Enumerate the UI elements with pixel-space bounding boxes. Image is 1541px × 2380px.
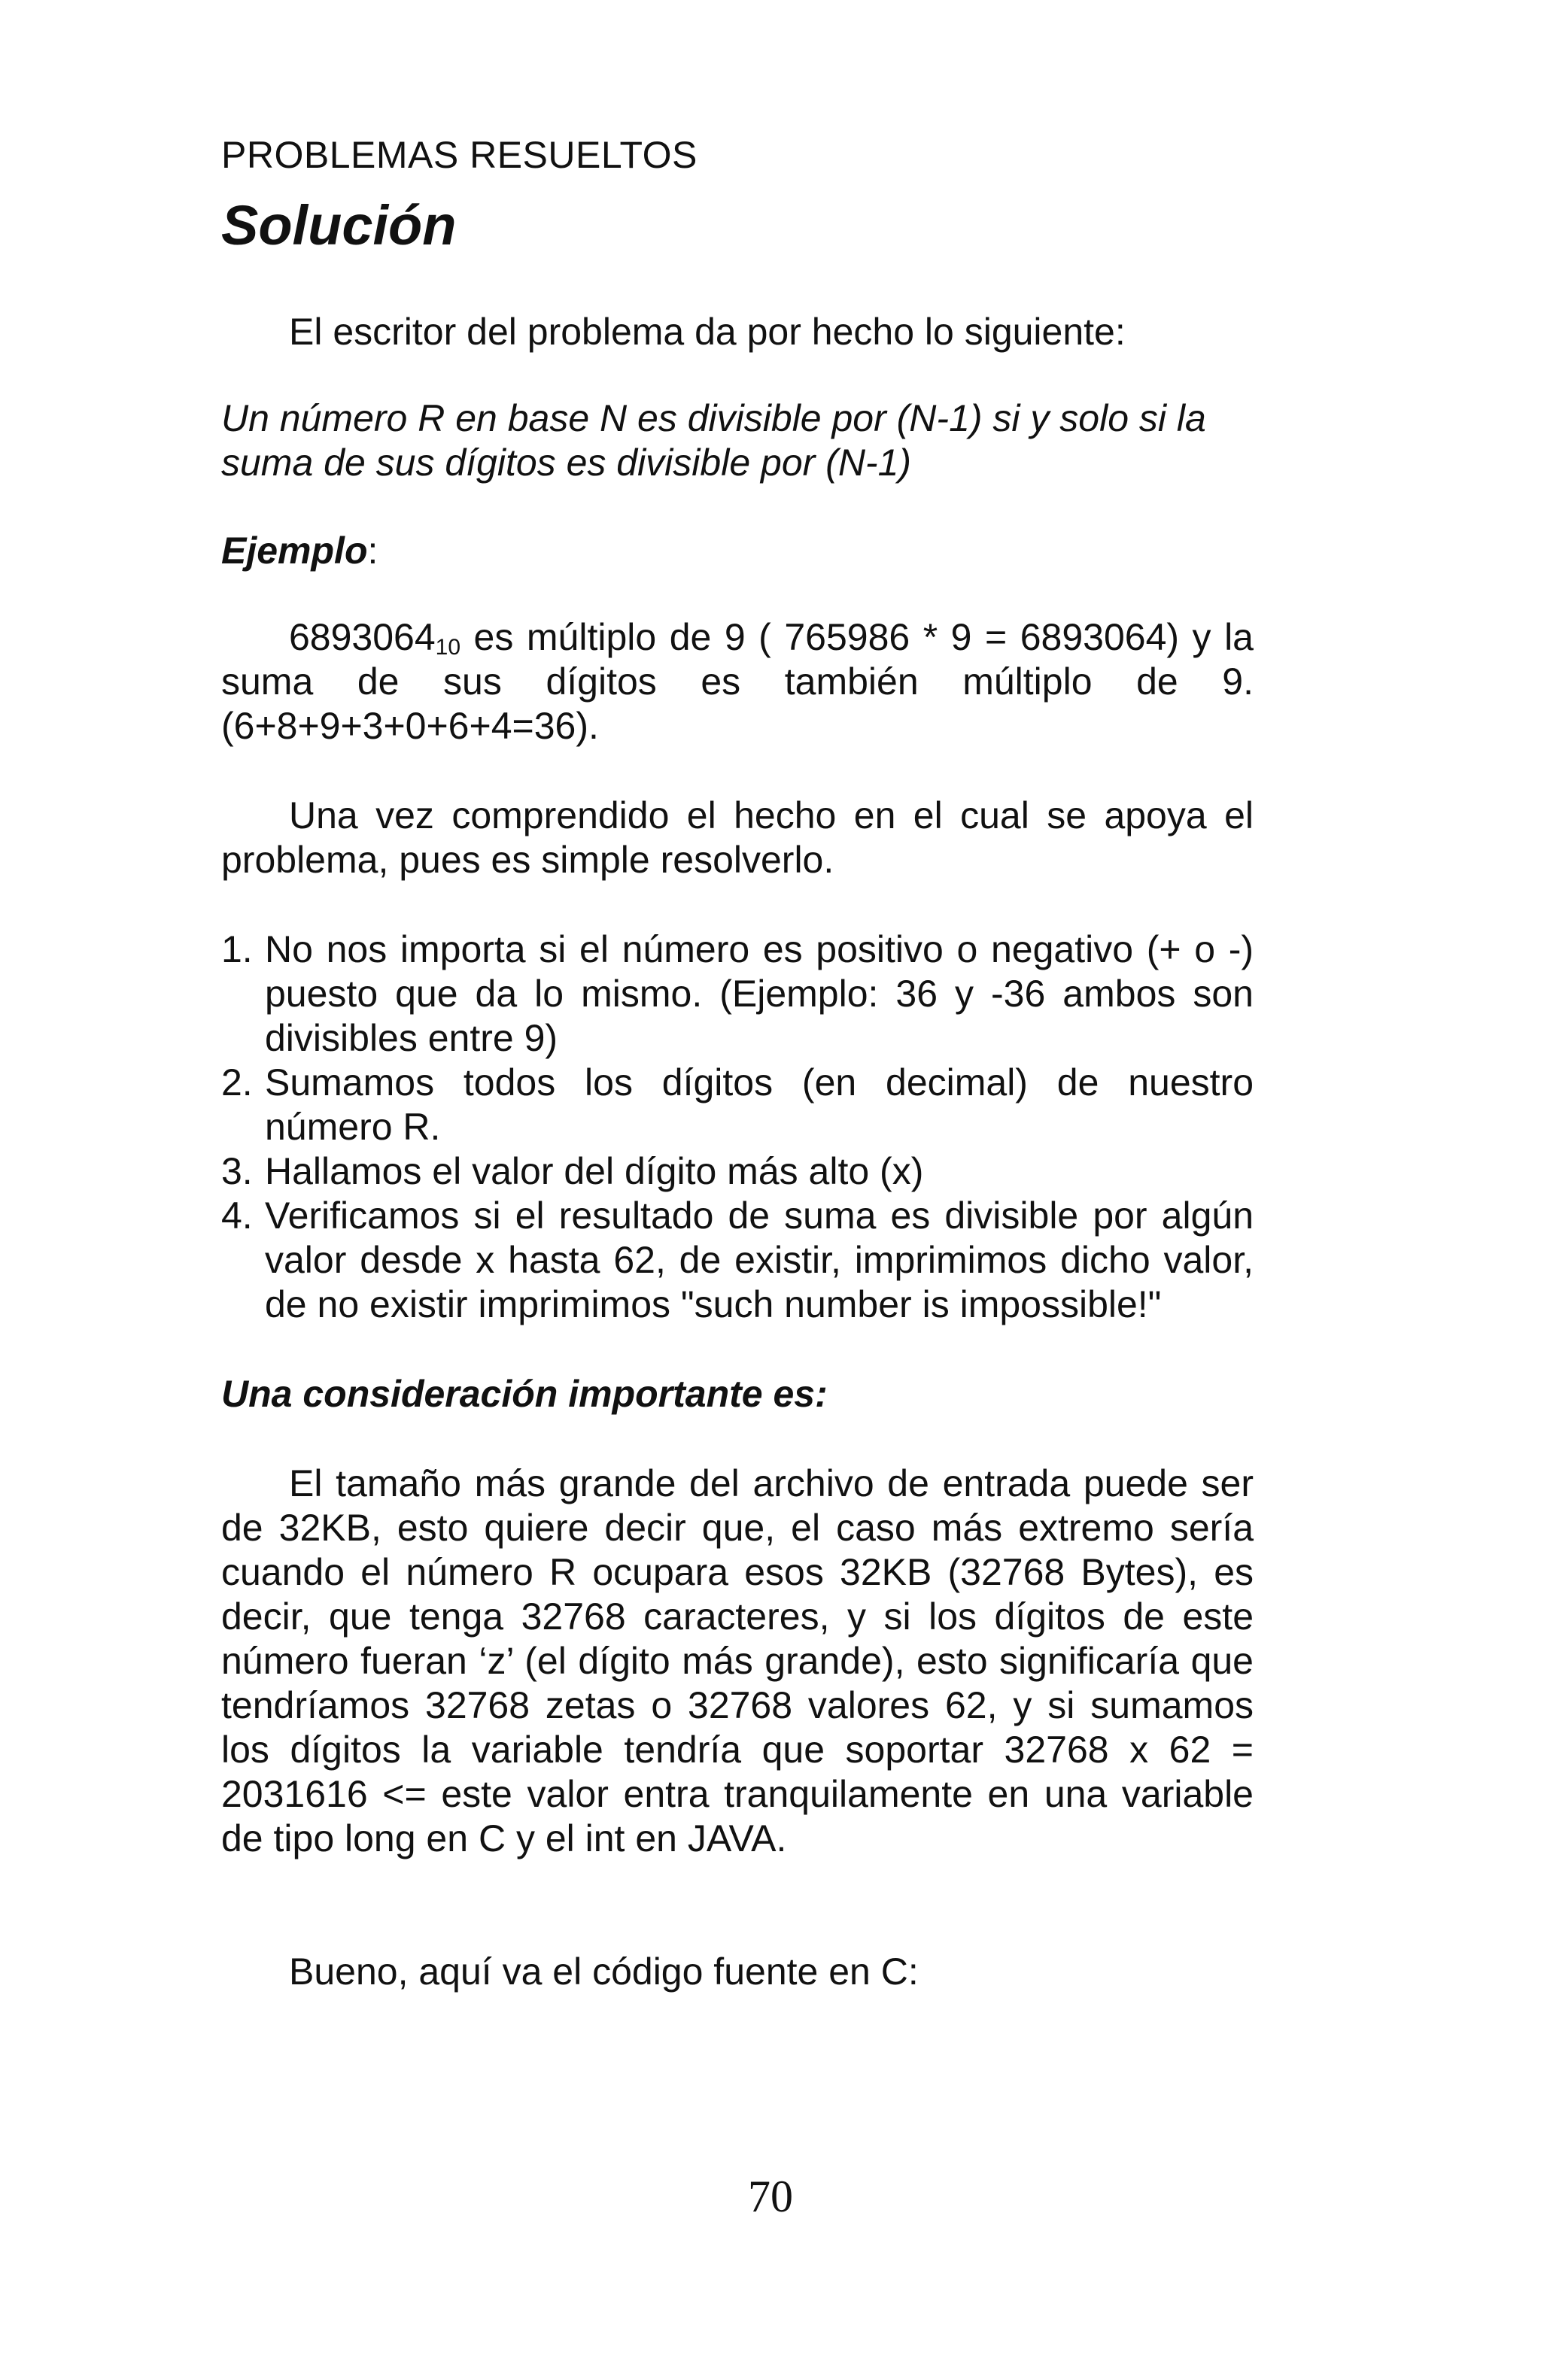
step-number: 3. <box>221 1150 253 1192</box>
example-paragraph <box>221 615 1254 748</box>
example-label <box>221 529 1254 573</box>
example-label-colon: : <box>367 530 378 572</box>
closing-paragraph: Bueno, aquí va el código fuente en C: <box>289 1950 919 1993</box>
example-number: 6893064 <box>289 616 436 658</box>
step-number: 4. <box>221 1195 253 1237</box>
section-title: Solución <box>221 194 457 257</box>
page-number: 70 <box>748 2172 793 2221</box>
step-number: 1. <box>221 928 253 970</box>
list-item <box>221 1061 1254 1149</box>
running-head: PROBLEMAS RESUELTOS <box>221 134 698 176</box>
example-label-text: Ejemplo <box>221 530 368 572</box>
consideration-title: Una consideración importante es: <box>221 1373 828 1415</box>
list-item <box>221 927 1254 1061</box>
after-example-paragraph: Una vez comprendido el hecho en el cual se apoya el problema, pues es simple resolverlo. <box>221 794 1254 881</box>
step-text: Verificamos si el resultado de suma es divisible por algún valor desde x hasta 62, de existir, imprimimos dicho valor, de no existir imprimimos "such number is impossible!" <box>265 1195 1254 1325</box>
page-content <box>221 132 1254 1994</box>
example-base: 10 <box>435 635 461 660</box>
consideration-paragraph: El tamaño más grande del archivo de entrada puede ser de 32KB, esto quiere decir que, el caso más extremo sería cuando el número R ocupara esos 32KB (32768 Bytes), es decir, que tenga 32768 caracteres, y si los dígitos de este número fueran ‘z’ (el dígito más grande), esto significaría que tendríamos 32768 zetas o 32768 valores 62, y si sumamos los dígitos la variable tendría que soportar 32768 x 62 = 2031616 <= este valor entra tranquilamente en una variable de tipo long en C y el int en JAVA. <box>221 1462 1254 1859</box>
rule-statement: Un número R en base N es divisible por (N-1) si y solo si la suma de sus dígitos es divisible por (N-1) <box>221 397 1206 484</box>
step-text: Sumamos todos los dígitos (en decimal) de nuestro número R. <box>265 1061 1254 1148</box>
step-number: 2. <box>221 1061 253 1103</box>
intro-paragraph: El escritor del problema da por hecho lo siguiente: <box>289 311 1126 353</box>
list-item <box>221 1149 1254 1194</box>
list-item <box>221 1194 1254 1327</box>
example-text: es múltiplo de 9 ( 765986 * 9 = 6893064) y la suma de sus dígitos es también múltiplo de 9. (6+8+9+3+0+6+4=36). <box>221 616 1254 747</box>
steps-list <box>221 927 1254 1327</box>
step-text: Hallamos el valor del dígito más alto (x) <box>265 1150 924 1192</box>
step-text: No nos importa si el número es positivo o negativo (+ o -) puesto que da lo mismo. (Ejemplo: 36 y -36 ambos son divisibles entre 9) <box>265 928 1254 1059</box>
